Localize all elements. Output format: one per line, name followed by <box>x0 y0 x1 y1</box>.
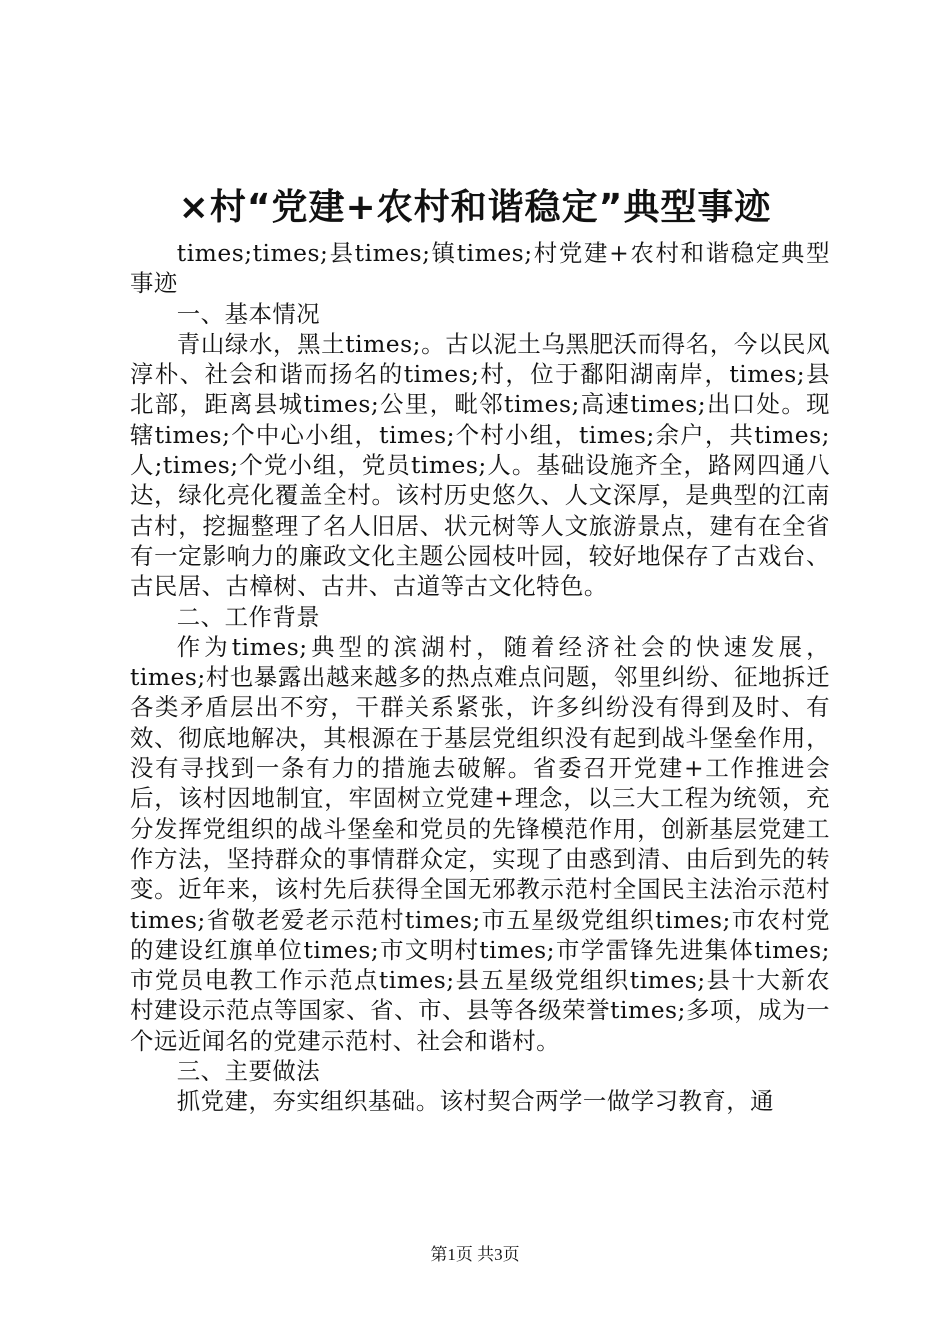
section-heading-basic-situation: 一、基本情况 <box>176 299 321 328</box>
intro-paragraph: times;times;县times;镇times;村党建+农村和谐稳定典型事迹 <box>130 239 830 298</box>
section-heading-main-practices: 三、主要做法 <box>176 1057 321 1086</box>
basic-situation-paragraph: 青山绿水，黑土times;。古以泥土乌黑肥沃而得名，今以民风淳朴、社会和谐而扬名的times;村，位于鄱阳湖南岸，times;县北部，距离县城times;公里，毗邻times;高速times;出口处。现辖times;个中心小组，times;个村小组，times;余户，共times;人;times;个党小组，党员times;人。基础设施齐全，路网四通八达，绿化亮化覆盖全村。该村历史悠久、人文深厚，是典型的江南古村，挖掘整理了名人旧居、状元树等人文旅游景点，建有在全省有一定影响力的廉政文化主题公园枝叶园，较好地保存了古戏台、古民居、古樟树、古井、古道等古文化特色。 <box>130 329 830 601</box>
main-practices-paragraph: 抓党建，夯实组织基础。该村契合两学一做学习教育，通 <box>176 1087 775 1116</box>
document-title: ×村“党建+农村和谐稳定”典型事迹 <box>178 187 772 228</box>
section-heading-work-background: 二、工作背景 <box>176 602 321 631</box>
document-body <box>130 238 830 1117</box>
work-background-paragraph: 作为times;典型的滨湖村，随着经济社会的快速发展，times;村也暴露出越来越多的热点难点问题，邻里纠纷、征地拆迁各类矛盾层出不穷，干群关系紧张，许多纠纷没有得到及时、有效、彻底地解决，其根源在于基层党组织没有起到战斗堡垒作用，没有寻找到一条有力的措施去破解。省委召开党建+工作推进会后，该村因地制宜，牢固树立党建+理念，以三大工程为统领，充分发挥党组织的战斗堡垒和党员的先锋模范作用，创新基层党建工作方法，坚持群众的事情群众定，实现了由惑到清、由后到先的转变。近年来，该村先后获得全国无邪教示范村全国民主法治示范村times;省敬老爱老示范村times;市五星级党组织times;市农村党的建设红旗单位times;市文明村times;市学雷锋先进集体times;市党员电教工作示范点times;县五星级党组织times;县十大新农村建设示范点等国家、省、市、县等各级荣誉times;多项，成为一个远近闻名的党建示范村、社会和谐村。 <box>130 632 830 1055</box>
page-number-footer: 第1页 共3页 <box>430 1245 520 1264</box>
